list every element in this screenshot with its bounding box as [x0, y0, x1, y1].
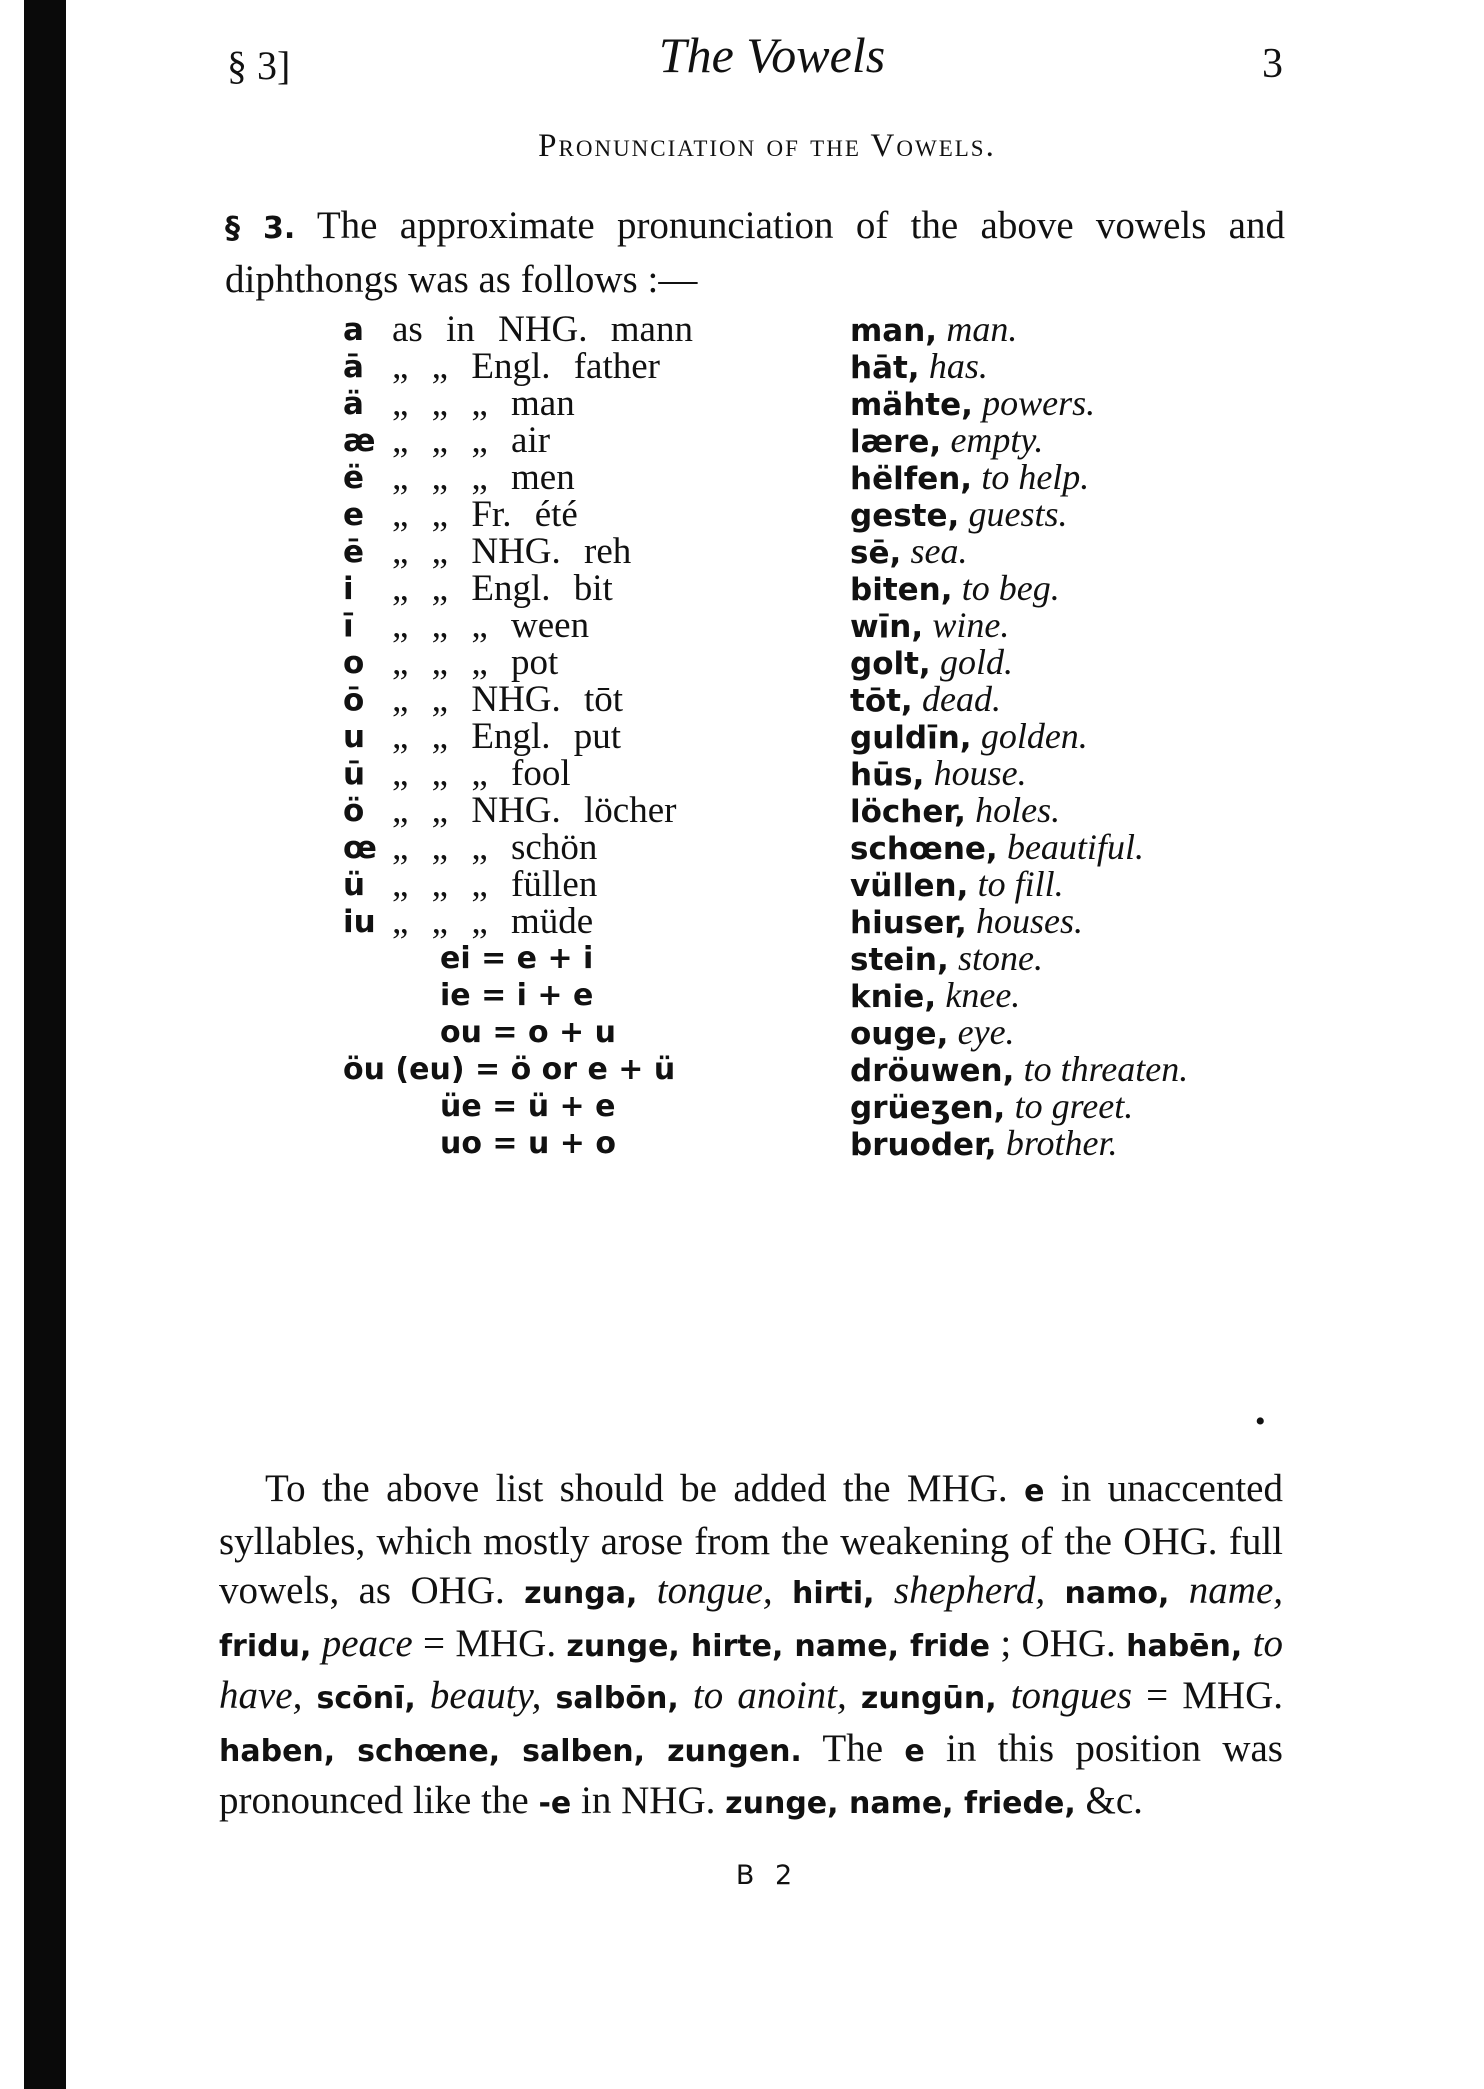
vowel-comparison: „ „ NHG. löcher — [392, 790, 677, 831]
vowel-symbol: e — [343, 497, 365, 533]
example-word: stein, — [850, 942, 949, 978]
example-gloss: gold. — [939, 642, 1013, 682]
bold-term: -e — [538, 1786, 572, 1821]
vowel-symbol: a — [343, 312, 364, 348]
example-gloss: to beg. — [961, 568, 1060, 608]
example-word: sē, — [850, 535, 902, 571]
vowel-comparison: „ „ Engl. put — [392, 716, 622, 757]
example-gloss: eye. — [957, 1012, 1015, 1052]
vowel-comparison: „ „ Fr. été — [392, 494, 578, 535]
italic-gloss: to anoint, — [678, 1674, 847, 1717]
example-word: schœne, — [850, 831, 998, 867]
example-gloss: house. — [933, 753, 1027, 793]
example-gloss: has. — [928, 346, 988, 386]
example-word: dröuwen, — [850, 1053, 1015, 1089]
text-run: = MHG. — [1132, 1674, 1284, 1717]
diphthong-formula: öu (eu) = ö or e + ü — [343, 1052, 676, 1087]
bold-term: zunge, name, friede, — [725, 1786, 1076, 1821]
vowel-symbol: œ — [343, 830, 377, 866]
example-gloss: beautiful. — [1006, 827, 1144, 867]
example-gloss: empty. — [950, 420, 1044, 460]
text-run: in NHG. — [571, 1779, 726, 1822]
text-run: The — [801, 1726, 905, 1770]
signature-mark: B 2 — [735, 1860, 799, 1891]
text-run — [773, 1569, 792, 1612]
vowel-symbol: ē — [343, 534, 365, 570]
vowel-symbol: i — [343, 571, 354, 607]
intro-text: The approximate pronunciation of the above vowels and diphthongs was as follows :— — [225, 204, 1285, 301]
intro-paragraph — [225, 200, 1285, 305]
text-run: To the above list should be added the MHG. — [265, 1467, 1025, 1510]
diphthong-row — [0, 1122, 1484, 1172]
vowel-symbol: ū — [343, 756, 366, 792]
diphthong-formula: ei = e + i — [440, 941, 594, 976]
vowel-comparison: „ „ „ air — [392, 420, 551, 461]
text-run — [1045, 1569, 1064, 1612]
vowel-comparison: „ „ Engl. bit — [392, 568, 613, 609]
diphthong-formula: ou = o + u — [440, 1015, 616, 1050]
example-word: guldīn, — [850, 720, 972, 756]
bold-term: salbōn, — [555, 1681, 679, 1716]
italic-gloss: name, — [1169, 1569, 1284, 1612]
bold-term: zunge, hirte, name, fride — [566, 1628, 990, 1664]
vowel-symbol: ö — [343, 793, 365, 829]
diphthong-formula: üe = ü + e — [440, 1089, 616, 1124]
example-gloss: to help. — [981, 457, 1090, 497]
example-word: hiuser, — [850, 905, 967, 941]
example-word: man, — [850, 313, 938, 349]
italic-gloss: shepherd, — [874, 1569, 1046, 1612]
example-word: hëlfen, — [850, 461, 973, 497]
bold-term: e — [904, 1733, 925, 1769]
vowel-symbol: ü — [343, 867, 366, 903]
example-gloss: man. — [946, 309, 1018, 349]
text-run: = MHG. — [412, 1621, 567, 1665]
vowel-comparison: „ „ NHG. reh — [392, 531, 632, 572]
text-run: in unaccented syllables, which mostly arose from the weakening of the OHG. full vowels, as OHG. — [219, 1467, 1283, 1612]
vowel-symbol: ī — [343, 608, 354, 644]
section-heading: Pronunciation of the Vowels. — [538, 128, 996, 164]
italic-gloss: tongues — [996, 1674, 1133, 1717]
section-marker: § 3] — [227, 43, 291, 88]
bold-term: habēn, — [1126, 1628, 1243, 1664]
example-word: ouge, — [850, 1016, 949, 1052]
vowel-symbol: ä — [343, 386, 364, 422]
text-run: in this position was pronounced like the — [219, 1726, 1283, 1822]
vowel-symbol: ō — [343, 682, 365, 718]
bold-term: scōnī, — [316, 1681, 416, 1716]
example-gloss: guests. — [968, 494, 1068, 534]
bold-term: fridu, — [219, 1628, 312, 1664]
vowel-symbol: o — [343, 645, 365, 681]
example-gloss: brother. — [1005, 1123, 1118, 1163]
section-number: § 3. — [225, 211, 296, 246]
example-gloss: sea. — [910, 531, 968, 571]
vowel-comparison: „ „ „ pot — [392, 642, 559, 683]
vowel-comparison: „ „ „ schön — [392, 827, 598, 868]
example-gloss: to greet. — [1014, 1086, 1134, 1126]
example-word: vüllen, — [850, 868, 969, 904]
vowel-comparison: „ „ „ füllen — [392, 864, 598, 905]
vowel-symbol: u — [343, 719, 366, 755]
text-run — [302, 1674, 316, 1717]
example-word: geste, — [850, 498, 960, 534]
example-word: knie, — [850, 979, 937, 1015]
example-word: bruoder, — [850, 1127, 997, 1163]
example-word: hāt, — [850, 350, 920, 386]
vowel-comparison: „ „ „ men — [392, 457, 575, 498]
diphthong-example — [850, 1122, 1118, 1165]
example-word: wīn, — [850, 609, 924, 645]
example-word: grüeʒen, — [850, 1090, 1006, 1126]
italic-gloss: peace — [311, 1621, 413, 1665]
example-gloss: to threaten. — [1023, 1049, 1189, 1089]
example-gloss: holes. — [975, 790, 1061, 830]
body-paragraph — [219, 1464, 1283, 1829]
diphthong-formula: ie = i + e — [440, 978, 594, 1013]
text-run — [541, 1674, 555, 1717]
example-gloss: to fill. — [977, 864, 1064, 904]
text-run — [847, 1674, 861, 1717]
text-run: ; OHG. — [990, 1621, 1127, 1665]
diphthong-formula: uo = u + o — [440, 1126, 616, 1161]
italic-gloss: tongue, — [637, 1569, 773, 1612]
bold-term: e — [1024, 1474, 1045, 1509]
example-gloss: stone. — [958, 938, 1044, 978]
vowel-symbol: æ — [343, 423, 376, 459]
example-gloss: wine. — [932, 605, 1010, 645]
bold-term: namo, — [1064, 1576, 1170, 1611]
example-gloss: dead. — [921, 679, 1001, 719]
bold-term: haben, schœne, salben, zungen. — [219, 1733, 802, 1769]
vowel-comparison: „ „ NHG. tōt — [392, 679, 624, 720]
page-number: 3 — [1262, 41, 1283, 87]
vowel-comparison: „ „ „ fool — [392, 753, 571, 794]
bold-term: hirti, — [792, 1576, 875, 1611]
bold-term: zungūn, — [860, 1681, 997, 1716]
example-gloss: powers. — [982, 383, 1096, 423]
vowel-comparison: „ „ „ müde — [392, 901, 594, 942]
example-word: mähte, — [850, 387, 973, 423]
italic-gloss: to have, — [219, 1621, 1283, 1717]
vowel-comparison: as in NHG. mann — [392, 309, 693, 350]
bold-term: zunga, — [524, 1576, 638, 1611]
example-gloss: houses. — [976, 901, 1083, 941]
example-word: tōt, — [850, 683, 913, 719]
stray-mark: • — [1255, 1405, 1266, 1438]
running-title: The Vowels — [658, 27, 886, 83]
vowel-comparison: „ „ Engl. father — [392, 346, 660, 387]
italic-gloss: beauty, — [415, 1674, 542, 1717]
example-word: biten, — [850, 572, 953, 608]
example-word: golt, — [850, 646, 931, 682]
vowel-symbol: iu — [343, 904, 376, 940]
vowel-symbol: ā — [343, 349, 364, 385]
example-word: lære, — [850, 424, 942, 460]
vowel-comparison: „ „ „ ween — [392, 605, 590, 646]
vowel-symbol: ë — [343, 460, 365, 496]
text-run: &c. — [1075, 1779, 1143, 1822]
example-gloss: knee. — [945, 975, 1021, 1015]
example-word: löcher, — [850, 794, 966, 830]
example-gloss: golden. — [980, 716, 1088, 756]
example-word: hūs, — [850, 757, 925, 793]
vowel-comparison: „ „ „ man — [392, 383, 575, 424]
